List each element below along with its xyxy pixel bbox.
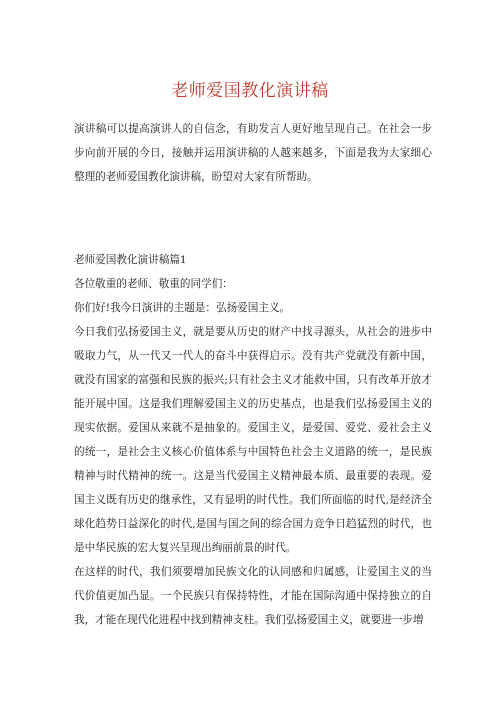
last-paragraph: 在这样的时代，我们须要增加民族文化的认同感和归属感，让爱国主义的当代价值更加凸显。一个民族只有保持特性，才能在国际沟通中保持独立的自我，才能在现代化进程中找到精神支柱。我们弘扬爱国主义，就要进一步增 bbox=[74, 566, 432, 626]
greeting-paragraph: 各位敬重的老师、敬重的同学们： bbox=[74, 278, 233, 290]
intro-paragraph: 演讲稿可以提高演讲人的自信念，有助发言人更好地呈现自己。在社会一步步向前开展的今日，接触并运用演讲稿的人越来越多，下面是我为大家细心整理的老师爱国教化演讲稿，盼望对大家有所帮助。 bbox=[74, 123, 432, 183]
document-title: 老师爱国教化演讲稿 bbox=[171, 81, 329, 101]
hello-paragraph: 你们好!我今日演讲的主题是：弘扬爱国主义。 bbox=[74, 302, 291, 314]
section-heading: 老师爱国教化演讲稿篇1 bbox=[74, 254, 187, 266]
main-paragraph: 今日我们弘扬爱国主义，就是要从历史的财产中找寻源头，从社会的进步中吸取力气，从一代又一代人的奋斗中获得启示。没有共产党就没有新中国，就没有国家的富强和民族的振兴;只有社会主义才能救中国，只有改革开放才能开展中国。这是我们理解爱国主义的历史基点，也是我们弘扬爱国主义的现实依据。爱国从来就不是抽象的。爱国主义，是爱国、爱党、爱社会主义的统一，是社会主义核心价值体系与中国特色社会主义道路的统一，是民族精神与时代精神的统一。这是当代爱国主义精神最本质、最重要的表现。爱国主义既有历史的继承性，又有显明的时代性。我们所面临的时代,是经济全球化趋势日益深化的时代,是国与国之间的综合国力竞争日趋猛烈的时代，也是中华民族的宏大复兴呈现出绚丽前景的时代。 bbox=[74, 326, 432, 554]
